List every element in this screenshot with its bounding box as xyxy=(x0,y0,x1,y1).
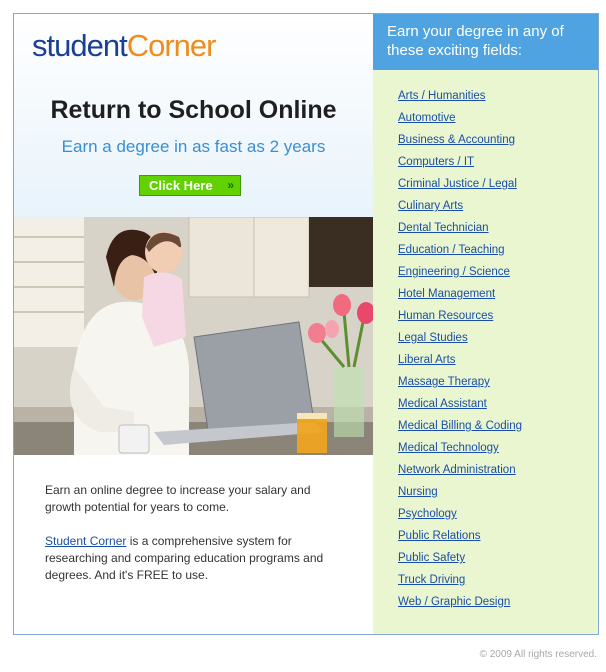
list-item xyxy=(398,396,522,418)
field-link[interactable]: Psychology xyxy=(398,508,457,520)
field-link[interactable]: Medical Assistant xyxy=(398,398,487,410)
list-item xyxy=(398,242,522,264)
field-link[interactable]: Medical Billing & Coding xyxy=(398,420,523,432)
click-here-button[interactable] xyxy=(139,175,241,196)
list-item xyxy=(398,132,522,154)
list-item xyxy=(398,88,522,110)
fields-list xyxy=(398,88,522,616)
field-link[interactable]: Liberal Arts xyxy=(398,354,456,366)
list-item xyxy=(398,594,522,616)
field-link[interactable]: Medical Technology xyxy=(398,442,499,454)
logo-text-student: student xyxy=(32,28,127,63)
field-link[interactable]: Public Relations xyxy=(398,530,481,542)
page-headline: Return to School Online xyxy=(50,96,337,124)
list-item xyxy=(398,506,522,528)
field-link[interactable]: Engineering / Science xyxy=(398,266,510,278)
student-corner-link[interactable]: Student Corner xyxy=(45,534,127,548)
field-link[interactable]: Truck Driving xyxy=(398,574,466,586)
list-item xyxy=(398,110,522,132)
list-item xyxy=(398,572,522,594)
list-item xyxy=(398,308,522,330)
list-item xyxy=(398,176,522,198)
field-link[interactable]: Criminal Justice / Legal xyxy=(398,178,517,190)
field-link[interactable]: Education / Teaching xyxy=(398,244,505,256)
field-link[interactable]: Web / Graphic Design xyxy=(398,596,511,608)
copyright-text: © 2009 All rights reserved. xyxy=(479,649,597,660)
field-link[interactable]: Network Administration xyxy=(398,464,516,476)
field-link[interactable]: Business & Accounting xyxy=(398,134,515,146)
click-here-label: Click Here xyxy=(149,178,213,193)
page-subheadline: Earn a degree in as fast as 2 years xyxy=(61,137,326,156)
list-item xyxy=(398,484,522,506)
list-item xyxy=(398,220,522,242)
body-copy xyxy=(45,482,345,601)
list-item xyxy=(398,154,522,176)
field-link[interactable]: Nursing xyxy=(398,486,438,498)
field-link[interactable]: Computers / IT xyxy=(398,156,475,168)
field-link[interactable]: Massage Therapy xyxy=(398,376,490,388)
left-column xyxy=(14,14,373,634)
fields-sidebar xyxy=(373,14,598,634)
body-paragraph-2-text: is a comprehensive system for researching and comparing education programs and degrees. And it's FREE to use. xyxy=(45,534,324,582)
field-link[interactable]: Human Resources xyxy=(398,310,494,322)
list-item xyxy=(398,440,522,462)
logo-text-corner: Corner xyxy=(126,28,216,63)
mother-baby-laptop-photo xyxy=(14,217,373,455)
list-item xyxy=(398,462,522,484)
hero-area xyxy=(14,14,373,217)
field-link[interactable]: Arts / Humanities xyxy=(398,90,486,102)
field-link[interactable]: Automotive xyxy=(398,112,456,124)
field-link[interactable]: Legal Studies xyxy=(398,332,468,344)
field-link[interactable]: Culinary Arts xyxy=(398,200,464,212)
student-corner-logo[interactable] xyxy=(32,28,215,64)
email-frame xyxy=(13,13,599,635)
field-link[interactable]: Public Safety xyxy=(398,552,466,564)
field-link[interactable]: Hotel Management xyxy=(398,288,496,300)
body-paragraph-1: Earn an online degree to increase your salary and growth potential for years to come. xyxy=(45,483,311,514)
list-item xyxy=(398,264,522,286)
list-item xyxy=(398,198,522,220)
list-item xyxy=(398,352,522,374)
list-item xyxy=(398,286,522,308)
list-item xyxy=(398,528,522,550)
body-paragraph-2 xyxy=(45,533,345,584)
list-item xyxy=(398,550,522,572)
list-item xyxy=(398,330,522,352)
field-link[interactable]: Dental Technician xyxy=(398,222,489,234)
list-item xyxy=(398,374,522,396)
list-item xyxy=(398,418,522,440)
double-chevron-right-icon: » xyxy=(227,178,234,192)
sidebar-heading: Earn your degree in any of these exciting fields: xyxy=(373,14,598,70)
